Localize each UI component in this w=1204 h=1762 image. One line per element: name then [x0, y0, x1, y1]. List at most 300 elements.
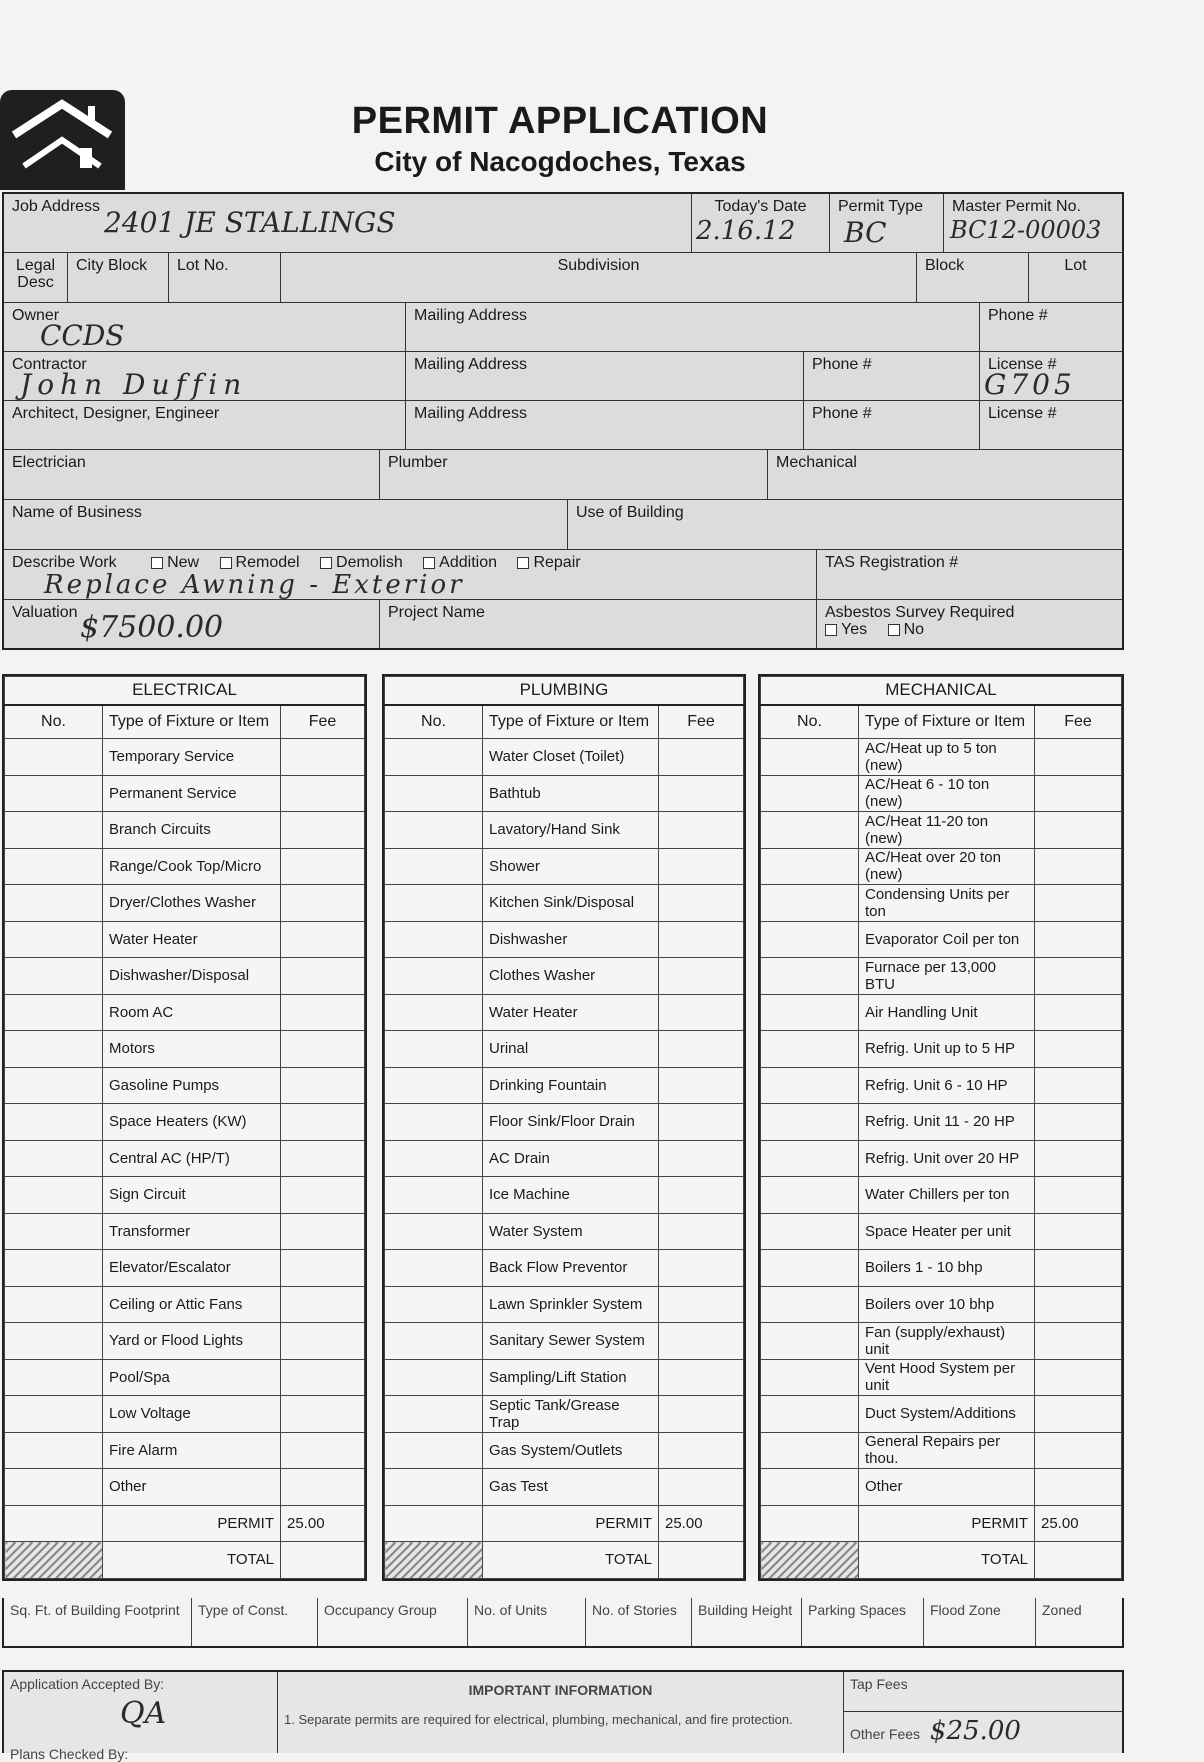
table-row [761, 812, 1122, 849]
fixture-type-cell: Floor Sink/Floor Drain [483, 1104, 659, 1141]
electrical-table [2, 674, 367, 1581]
units-field[interactable]: No. of Units [468, 1598, 586, 1646]
permit-form [2, 192, 1124, 650]
job-address-field[interactable] [4, 194, 692, 253]
subdivision-label: Subdivision [557, 257, 640, 274]
mechanical-field[interactable] [768, 450, 1122, 500]
construction-type-field[interactable]: Type of Const. [192, 1598, 318, 1646]
table-row [385, 1067, 744, 1104]
fixture-type-cell: Range/Cook Top/Micro [103, 848, 281, 885]
col-no-header: No. [761, 705, 859, 739]
fee-cell[interactable] [281, 1140, 365, 1177]
quantity-cell[interactable] [761, 1031, 859, 1068]
table-row [5, 1396, 365, 1433]
fee-cell[interactable] [659, 994, 744, 1031]
fixture-type-cell: Permanent Service [103, 775, 281, 812]
fee-cell[interactable] [659, 1104, 744, 1141]
table-row [5, 739, 365, 776]
table-row [5, 1067, 365, 1104]
contractor-mailing-address-field[interactable] [406, 352, 804, 401]
fee-cell[interactable] [1035, 1067, 1122, 1104]
fixture-type-cell: Ceiling or Attic Fans [103, 1286, 281, 1323]
owner-value: CCDS [40, 319, 125, 352]
architect-label: Architect, Designer, Engineer [12, 405, 220, 422]
table-row [761, 1432, 1122, 1469]
fee-cell[interactable] [281, 1396, 365, 1433]
tas-registration-label: TAS Registration # [825, 554, 959, 571]
mechanical-title: MECHANICAL [761, 677, 1122, 705]
fee-cell[interactable] [1035, 1469, 1122, 1506]
quantity-cell[interactable] [385, 1213, 483, 1250]
fixture-type-cell: Dryer/Clothes Washer [103, 885, 281, 922]
demolish-checkbox[interactable]: Demolish [320, 554, 403, 572]
quantity-cell[interactable] [385, 1323, 483, 1360]
quantity-cell[interactable] [385, 1177, 483, 1214]
fee-cell[interactable] [1035, 921, 1122, 958]
quantity-cell[interactable] [5, 994, 103, 1031]
fee-cell[interactable] [1035, 994, 1122, 1031]
fee-cell[interactable] [1035, 1323, 1122, 1360]
lot-field[interactable] [1029, 253, 1122, 303]
quantity-cell[interactable] [761, 1067, 859, 1104]
lot-no-field[interactable] [169, 253, 281, 303]
quantity-cell[interactable] [385, 739, 483, 776]
fee-cell[interactable] [1035, 739, 1122, 776]
architect-license-label: License # [988, 405, 1057, 422]
quantity-cell[interactable] [5, 1213, 103, 1250]
quantity-cell[interactable] [5, 1286, 103, 1323]
fee-cell[interactable] [1035, 885, 1122, 922]
fee-cell[interactable] [281, 885, 365, 922]
fixture-type-cell: Sign Circuit [103, 1177, 281, 1214]
permit-type-field[interactable] [830, 194, 944, 253]
plumbing-total-fee[interactable] [659, 1542, 744, 1579]
fee-cell[interactable] [281, 775, 365, 812]
plumbing-title: PLUMBING [385, 677, 744, 705]
fee-cell[interactable] [281, 1323, 365, 1360]
electrician-field[interactable] [4, 450, 380, 500]
fee-cell[interactable] [659, 775, 744, 812]
fixture-type-cell: Clothes Washer [483, 958, 659, 995]
table-row [385, 1177, 744, 1214]
quantity-cell[interactable] [761, 1140, 859, 1177]
plans-checked-label: Plans Checked By: [10, 1746, 129, 1762]
contractor-field[interactable] [4, 352, 406, 401]
quantity-cell[interactable] [761, 1359, 859, 1396]
fee-cell[interactable] [659, 885, 744, 922]
table-row [5, 1286, 365, 1323]
fees-box [844, 1672, 1122, 1753]
business-name-label: Name of Business [12, 504, 142, 521]
quantity-cell[interactable] [5, 775, 103, 812]
contractor-phone-field[interactable] [804, 352, 980, 401]
quantity-cell[interactable] [5, 1432, 103, 1469]
occupancy-group-field[interactable]: Occupancy Group [318, 1598, 468, 1646]
col-fee-header: Fee [281, 705, 365, 739]
col-fee-header: Fee [659, 705, 744, 739]
describe-work-value: Replace Awning - Exterior [44, 570, 465, 600]
quantity-cell[interactable] [761, 885, 859, 922]
quantity-cell[interactable] [5, 848, 103, 885]
table-row [761, 848, 1122, 885]
permit-label: PERMIT [103, 1505, 281, 1542]
zoned-field[interactable]: Zoned [1042, 1602, 1082, 1618]
table-row [385, 994, 744, 1031]
fee-cell[interactable] [1035, 848, 1122, 885]
quantity-cell[interactable] [761, 812, 859, 849]
plumber-label: Plumber [388, 454, 448, 471]
quantity-cell[interactable] [761, 1323, 859, 1360]
table-row [385, 812, 744, 849]
fee-cell[interactable] [659, 1250, 744, 1287]
fee-cell[interactable] [1035, 1432, 1122, 1469]
quantity-cell[interactable] [5, 1104, 103, 1141]
table-row [385, 1286, 744, 1323]
quantity-cell[interactable] [5, 739, 103, 776]
fee-cell[interactable] [281, 1213, 365, 1250]
fee-cell[interactable] [281, 1031, 365, 1068]
table-row [5, 848, 365, 885]
table-row [385, 739, 744, 776]
important-info-title: IMPORTANT INFORMATION [468, 1682, 653, 1698]
fee-cell[interactable] [281, 1359, 365, 1396]
fee-cell[interactable] [1035, 1177, 1122, 1214]
col-type-header: Type of Fixture or Item [483, 705, 659, 739]
quantity-cell[interactable] [5, 1031, 103, 1068]
fee-cell[interactable] [659, 958, 744, 995]
fee-cell[interactable] [1035, 812, 1122, 849]
quantity-cell[interactable] [761, 775, 859, 812]
quantity-cell[interactable] [385, 921, 483, 958]
fixture-type-cell: Kitchen Sink/Disposal [483, 885, 659, 922]
architect-phone-field[interactable] [804, 401, 980, 450]
city-block-field[interactable] [68, 253, 169, 303]
table-row [761, 739, 1122, 776]
repair-checkbox[interactable]: Repair [517, 554, 580, 572]
use-of-building-field[interactable] [568, 500, 1122, 550]
fixture-type-cell: Lavatory/Hand Sink [483, 812, 659, 849]
plumber-field[interactable] [380, 450, 768, 500]
col-type-header: Type of Fixture or Item [103, 705, 281, 739]
total-hatch [5, 1542, 103, 1579]
fee-cell[interactable] [281, 848, 365, 885]
table-row [5, 1469, 365, 1506]
plumbing-permit-fee[interactable]: 25.00 [659, 1505, 744, 1542]
accepted-by-field[interactable] [4, 1672, 278, 1762]
fixture-type-cell: Transformer [103, 1213, 281, 1250]
table-row [385, 958, 744, 995]
describe-work-field[interactable] [4, 550, 817, 600]
quantity-cell[interactable] [385, 1250, 483, 1287]
quantity-cell[interactable] [5, 1469, 103, 1506]
todays-date-field[interactable] [692, 194, 830, 253]
contractor-license-value: G705 [984, 368, 1076, 401]
flood-zone-field[interactable]: Flood Zone [924, 1598, 1036, 1646]
fee-cell[interactable] [281, 1432, 365, 1469]
owner-phone-field[interactable] [980, 303, 1122, 352]
parking-spaces-field[interactable]: Parking Spaces [802, 1598, 924, 1646]
quantity-cell[interactable] [5, 812, 103, 849]
fee-cell[interactable] [281, 1177, 365, 1214]
fee-cell[interactable] [281, 1250, 365, 1287]
fee-cell[interactable] [1035, 1286, 1122, 1323]
fee-cell[interactable] [659, 1140, 744, 1177]
fixture-type-cell: Motors [103, 1031, 281, 1068]
electrical-total-fee[interactable] [281, 1542, 365, 1579]
table-row [385, 885, 744, 922]
asbestos-no-checkbox[interactable]: No [888, 621, 924, 638]
fee-cell[interactable] [281, 739, 365, 776]
fixture-type-cell: Gas System/Outlets [483, 1432, 659, 1469]
legal-desc-field [4, 253, 68, 303]
master-permit-field[interactable] [944, 194, 1122, 253]
fee-cell[interactable] [281, 1469, 365, 1506]
project-name-label: Project Name [388, 604, 485, 621]
permit-no-cell [761, 1505, 859, 1542]
quantity-cell[interactable] [5, 958, 103, 995]
quantity-cell[interactable] [385, 1359, 483, 1396]
fee-cell[interactable] [659, 921, 744, 958]
fixture-type-cell: Space Heater per unit [859, 1213, 1035, 1250]
table-row [761, 1396, 1122, 1433]
quantity-cell[interactable] [385, 1140, 483, 1177]
quantity-cell[interactable] [385, 885, 483, 922]
fee-cell[interactable] [659, 739, 744, 776]
architect-mailing-address-field[interactable] [406, 401, 804, 450]
tap-fees-field[interactable] [844, 1672, 1122, 1712]
table-row [761, 1286, 1122, 1323]
fee-cell[interactable] [659, 1323, 744, 1360]
fixture-type-cell: Other [103, 1469, 281, 1506]
tas-registration-field[interactable] [817, 550, 1122, 600]
describe-work-label: Describe Work [12, 554, 117, 571]
table-row [385, 1140, 744, 1177]
fee-cell[interactable] [659, 1213, 744, 1250]
table-row [5, 958, 365, 995]
quantity-cell[interactable] [5, 1250, 103, 1287]
permit-no-cell [385, 1505, 483, 1542]
stories-field[interactable]: No. of Stories [586, 1598, 692, 1646]
fixture-type-cell: Condensing Units per ton [859, 885, 1035, 922]
quantity-cell[interactable] [385, 1432, 483, 1469]
table-row [385, 1432, 744, 1469]
table-row [761, 958, 1122, 995]
total-label: TOTAL [483, 1542, 659, 1579]
quantity-cell[interactable] [385, 1396, 483, 1433]
fixture-type-cell: Pool/Spa [103, 1359, 281, 1396]
fee-cell[interactable] [1035, 1250, 1122, 1287]
owner-mailing-address-label: Mailing Address [414, 307, 527, 324]
quantity-cell[interactable] [385, 812, 483, 849]
table-row [385, 1396, 744, 1433]
architect-license-field[interactable] [980, 401, 1122, 450]
quantity-cell[interactable] [5, 1177, 103, 1214]
table-row [761, 1323, 1122, 1360]
fixture-type-cell: Other [859, 1469, 1035, 1506]
table-row [761, 775, 1122, 812]
table-row [5, 1140, 365, 1177]
fixture-type-cell: Vent Hood System per unit [859, 1359, 1035, 1396]
quantity-cell[interactable] [5, 1323, 103, 1360]
asbestos-field [817, 600, 1122, 648]
fee-cell[interactable] [1035, 1104, 1122, 1141]
fee-cell[interactable] [659, 1432, 744, 1469]
table-row [5, 775, 365, 812]
fee-cell[interactable] [1035, 775, 1122, 812]
fee-cell[interactable] [1035, 1213, 1122, 1250]
fixture-type-cell: AC/Heat 11-20 ton (new) [859, 812, 1035, 849]
fee-cell[interactable] [281, 994, 365, 1031]
fee-cell[interactable] [659, 812, 744, 849]
other-fees-label: Other Fees [850, 1726, 921, 1742]
fee-cell[interactable] [1035, 1140, 1122, 1177]
table-row [385, 1250, 744, 1287]
fixture-type-cell: Boilers over 10 bhp [859, 1286, 1035, 1323]
quantity-cell[interactable] [5, 1067, 103, 1104]
quantity-cell[interactable] [385, 1469, 483, 1506]
quantity-cell[interactable] [761, 1469, 859, 1506]
electrician-label: Electrician [12, 454, 86, 471]
quantity-cell[interactable] [5, 1396, 103, 1433]
mechanical-total-fee[interactable] [1035, 1542, 1122, 1579]
quantity-cell[interactable] [761, 958, 859, 995]
project-name-field[interactable] [380, 600, 817, 648]
quantity-cell[interactable] [761, 994, 859, 1031]
quantity-cell[interactable] [5, 921, 103, 958]
permit-label: PERMIT [483, 1505, 659, 1542]
quantity-cell[interactable] [385, 1067, 483, 1104]
job-address-label: Job Address [12, 198, 101, 215]
fixture-type-cell: Elevator/Escalator [103, 1250, 281, 1287]
owner-field[interactable] [4, 303, 406, 352]
table-row [5, 921, 365, 958]
fee-cell[interactable] [281, 1067, 365, 1104]
mechanical-permit-fee[interactable]: 25.00 [1035, 1505, 1122, 1542]
new-checkbox[interactable]: New [151, 554, 199, 572]
permit-type-value: BC [844, 216, 887, 249]
quantity-cell[interactable] [5, 1140, 103, 1177]
subdivision-field[interactable] [281, 253, 917, 303]
block-field[interactable] [917, 253, 1029, 303]
addition-checkbox[interactable]: Addition [423, 554, 497, 572]
quantity-cell[interactable] [761, 1104, 859, 1141]
fee-cell[interactable] [659, 1067, 744, 1104]
fee-cell[interactable] [1035, 1359, 1122, 1396]
table-row [761, 1177, 1122, 1214]
quantity-cell[interactable] [761, 1213, 859, 1250]
fee-cell[interactable] [281, 1286, 365, 1323]
architect-field[interactable] [4, 401, 406, 450]
quantity-cell[interactable] [761, 921, 859, 958]
fixture-type-cell: Sanitary Sewer System [483, 1323, 659, 1360]
valuation-value: $7500.00 [80, 610, 224, 645]
permit-no-cell [5, 1505, 103, 1542]
fixture-type-cell: AC/Heat 6 - 10 ton (new) [859, 775, 1035, 812]
electrical-permit-fee[interactable]: 25.00 [281, 1505, 365, 1542]
fee-cell[interactable] [1035, 1031, 1122, 1068]
fixture-type-cell: Water System [483, 1213, 659, 1250]
quantity-cell[interactable] [761, 739, 859, 776]
fixture-type-cell: Boilers 1 - 10 bhp [859, 1250, 1035, 1287]
quantity-cell[interactable] [385, 1104, 483, 1141]
job-address-value: 2401 JE STALLINGS [104, 206, 396, 239]
valuation-field[interactable] [4, 600, 380, 648]
fixture-type-cell: Refrig. Unit over 20 HP [859, 1140, 1035, 1177]
use-of-building-label: Use of Building [576, 504, 684, 521]
quantity-cell[interactable] [385, 848, 483, 885]
fee-cell[interactable] [659, 1177, 744, 1214]
fee-cell[interactable] [281, 1104, 365, 1141]
quantity-cell[interactable] [385, 994, 483, 1031]
contractor-label: Contractor [12, 356, 87, 373]
accepted-by-initials: QA [120, 1696, 167, 1731]
fee-cell[interactable] [281, 921, 365, 958]
fixture-type-cell: Ice Machine [483, 1177, 659, 1214]
fixture-type-cell: Drinking Fountain [483, 1067, 659, 1104]
other-fees-field[interactable] [844, 1712, 1122, 1750]
fee-cell[interactable] [659, 1031, 744, 1068]
fixture-type-cell: Central AC (HP/T) [103, 1140, 281, 1177]
table-row [5, 885, 365, 922]
quantity-cell[interactable] [385, 1031, 483, 1068]
business-name-field[interactable] [4, 500, 568, 550]
table-row [5, 1250, 365, 1287]
quantity-cell[interactable] [761, 1250, 859, 1287]
fee-cell[interactable] [659, 1286, 744, 1323]
table-row [761, 1359, 1122, 1396]
contractor-license-field[interactable] [980, 352, 1122, 401]
fee-cell[interactable] [1035, 1396, 1122, 1433]
building-height-field[interactable]: Building Height [692, 1598, 802, 1646]
fixture-type-cell: Sampling/Lift Station [483, 1359, 659, 1396]
quantity-cell[interactable] [5, 885, 103, 922]
table-row [5, 1213, 365, 1250]
fee-cell[interactable] [1035, 958, 1122, 995]
asbestos-yes-checkbox[interactable]: Yes [825, 621, 867, 638]
fee-cell[interactable] [659, 1359, 744, 1396]
quantity-cell[interactable] [5, 1359, 103, 1396]
quantity-cell[interactable] [761, 1177, 859, 1214]
owner-mailing-address-field[interactable] [406, 303, 980, 352]
quantity-cell[interactable] [761, 848, 859, 885]
sq-ft-field[interactable]: Sq. Ft. of Building Footprint [4, 1598, 192, 1646]
quantity-cell[interactable] [761, 1396, 859, 1433]
fee-cell[interactable] [659, 1396, 744, 1433]
legal-desc-label: Legal Desc [15, 257, 56, 291]
remodel-checkbox[interactable]: Remodel [220, 554, 300, 572]
fixture-type-cell: Bathtub [483, 775, 659, 812]
table-row [5, 1031, 365, 1068]
quantity-cell[interactable] [385, 1286, 483, 1323]
quantity-cell[interactable] [385, 958, 483, 995]
fee-cell[interactable] [659, 848, 744, 885]
quantity-cell[interactable] [385, 775, 483, 812]
quantity-cell[interactable] [761, 1286, 859, 1323]
table-row [385, 1359, 744, 1396]
master-permit-label: Master Permit No. [952, 198, 1081, 215]
quantity-cell[interactable] [761, 1432, 859, 1469]
fee-cell[interactable] [281, 958, 365, 995]
fee-cell[interactable] [659, 1469, 744, 1506]
table-row [5, 1432, 365, 1469]
architect-phone-label: Phone # [812, 405, 872, 422]
page-subtitle: City of Nacogdoches, Texas [374, 146, 746, 177]
asbestos-label: Asbestos Survey Required [825, 604, 1015, 621]
table-row [385, 1031, 744, 1068]
fee-cell[interactable] [281, 812, 365, 849]
total-label: TOTAL [859, 1542, 1035, 1579]
table-row [5, 1359, 365, 1396]
